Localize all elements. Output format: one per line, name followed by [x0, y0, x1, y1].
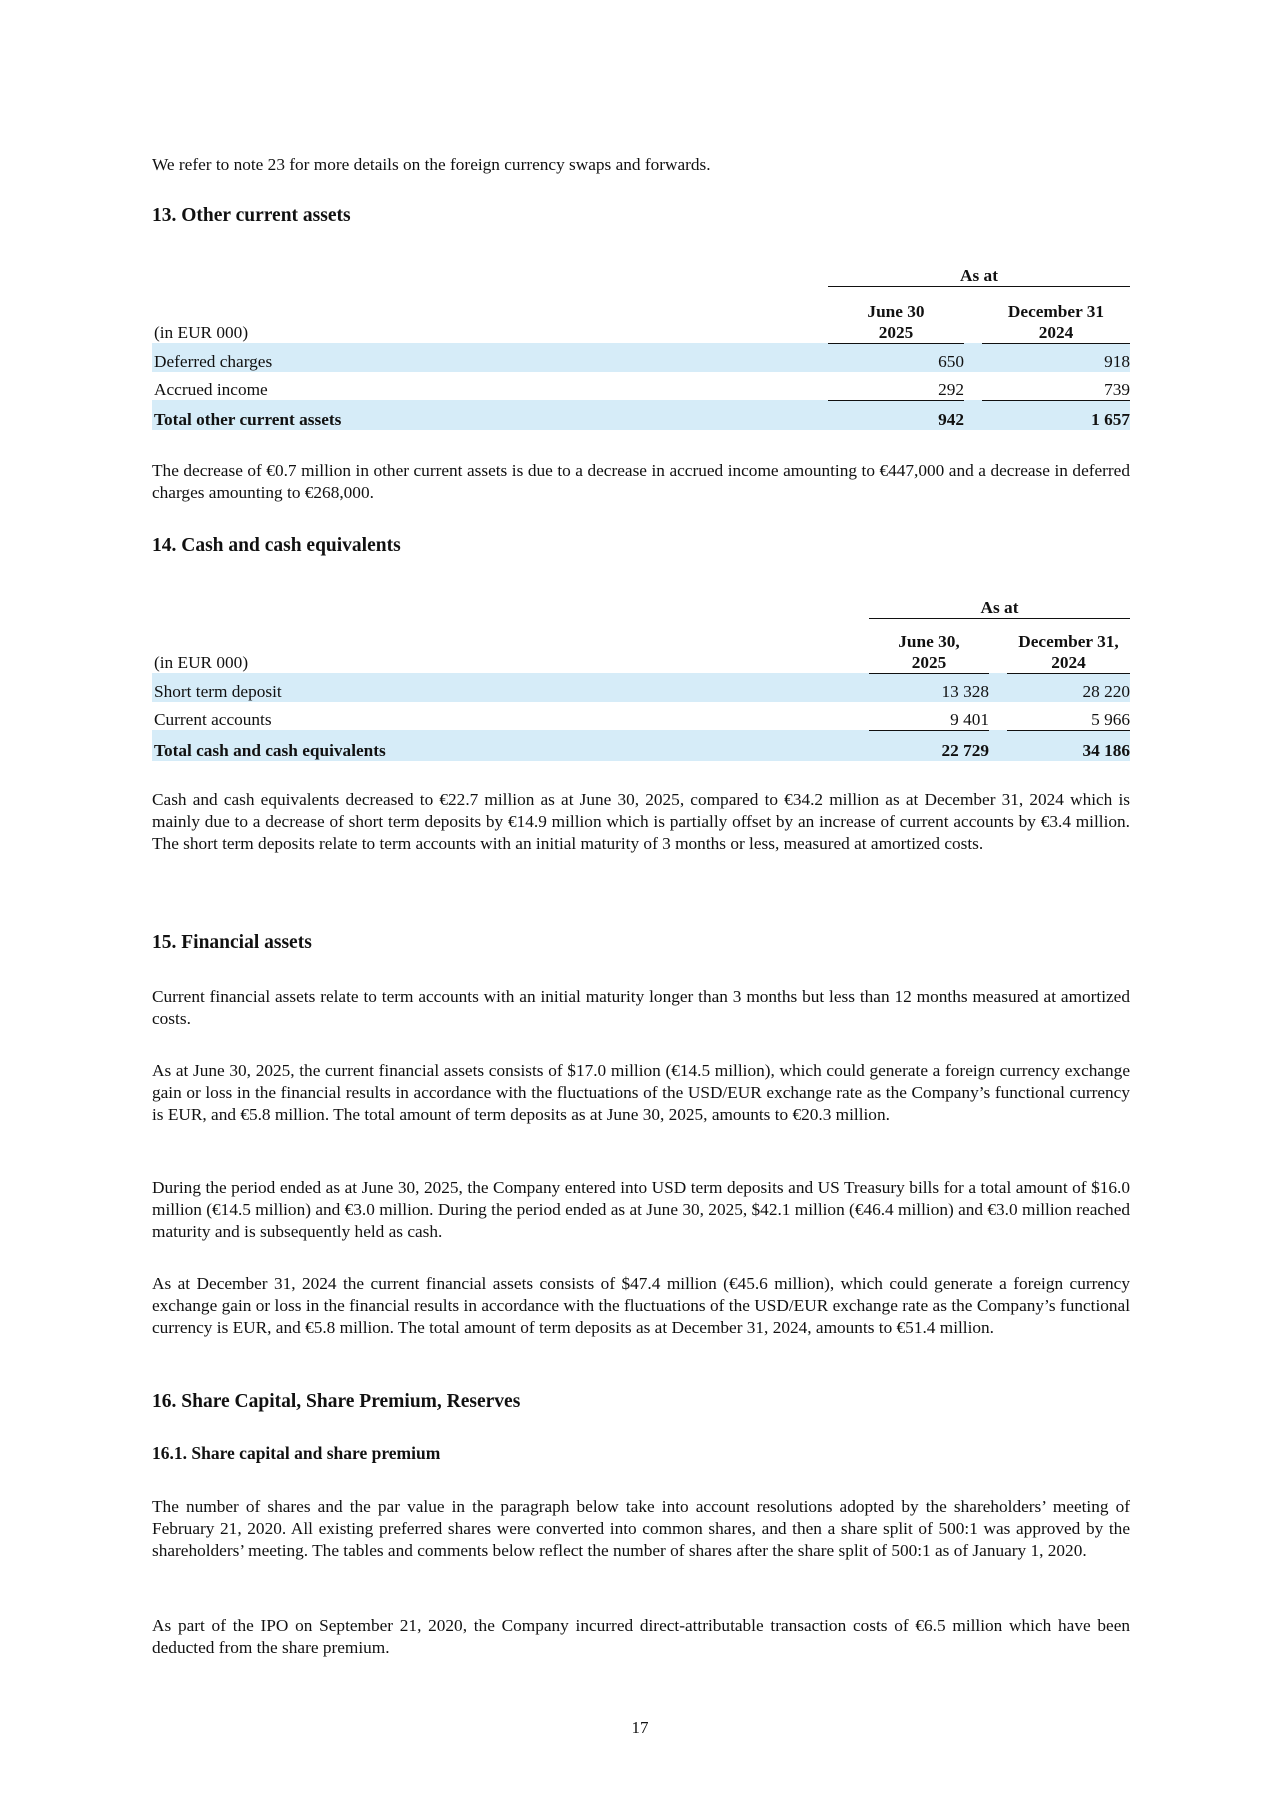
col-december-header: December 31, 2024	[1007, 618, 1130, 673]
table-row: Accrued income 292 739	[152, 372, 1130, 401]
unit-label: (in EUR 000)	[154, 323, 249, 342]
section-13-paragraph: The decrease of €0.7 million in other current assets is due to a decrease in accrued income amounting to €447,000 and a decrease in deferred charges amounting to €268,000.	[152, 461, 1130, 502]
table-row: Short term deposit 13 328 28 220	[152, 673, 1130, 702]
section-15-paragraph-2: As at June 30, 2025, the current financial assets consists of $17.0 million (€14.5 million), which could generate a foreign currency exchange gain or loss in the financial results in accordance with the fluctuations of the USD/EUR exchange rate as the Company’s functional currency is EUR, and €5.8 million. The total amount of term deposits as at June 30, 2025, amounts to €20.3 million.	[152, 1061, 1130, 1124]
section-15-paragraph-3: During the period ended as at June 30, 2025, the Company entered into USD term deposits and US Treasury bills for a total amount of $16.0 million (€14.5 million) and €3.0 million. During the period ended as at June 30, 2025, $42.1 million (€46.4 million) and €3.0 million reached maturity and is subsequently held as cash.	[152, 1178, 1130, 1241]
unit-label: (in EUR 000)	[154, 653, 249, 672]
col-june-header: June 30, 2025	[869, 618, 989, 673]
page-number: 17	[631, 1718, 649, 1737]
section-16-1-heading: 16.1. Share capital and share premium	[152, 1443, 441, 1463]
cash-equivalents-table	[152, 590, 1130, 761]
section-14-paragraph: Cash and cash equivalents decreased to €22.7 million as at June 30, 2025, compared to €34.2 million as at December 31, 2024 which is mainly due to a decrease of short term deposits by €14.9 million which is partially offset by an increase of current accounts by €3.4 million. The short term deposits relate to term accounts with an initial maturity of 3 months or less, measured at amortized costs.	[152, 790, 1130, 853]
col-december-header: December 31 2024	[982, 286, 1130, 343]
section-16-paragraph-2: As part of the IPO on September 21, 2020, the Company incurred direct-attributable transaction costs of €6.5 million which have been deducted from the share premium.	[152, 1616, 1130, 1657]
col-june-header: June 30 2025	[828, 286, 964, 343]
intro-text: We refer to note 23 for more details on the foreign currency swaps and forwards.	[152, 155, 711, 174]
other-current-assets-table	[152, 258, 1130, 430]
as-at-header: As at	[828, 258, 1130, 286]
section-15-heading: 15. Financial assets	[152, 932, 312, 953]
section-15-paragraph-1: Current financial assets relate to term accounts with an initial maturity longer than 3 months but less than 12 months measured at amortized costs.	[152, 987, 1130, 1028]
section-16-paragraph-1: The number of shares and the par value in the paragraph below take into account resolutions adopted by the shareholders’ meeting of February 21, 2020. All existing preferred shares were converted into common shares, and then a share split of 500:1 was approved by the shareholders’ meeting. The tables and comments below reflect the number of shares after the share split of 500:1 as of January 1, 2020.	[152, 1497, 1130, 1560]
section-16-heading: 16. Share Capital, Share Premium, Reserves	[152, 1391, 521, 1412]
section-14-heading: 14. Cash and cash equivalents	[152, 535, 401, 556]
section-15-paragraph-4: As at December 31, 2024 the current financial assets consists of $47.4 million (€45.6 million), which could generate a foreign currency exchange gain or loss in the financial results in accordance with the fluctuations of the USD/EUR exchange rate as the Company’s functional currency is EUR, and €5.8 million. The total amount of term deposits as at December 31, 2024, amounts to €51.4 million.	[152, 1274, 1130, 1337]
table-total-row: Total cash and cash equivalents 22 729 34 186	[152, 730, 1130, 761]
table-total-row: Total other current assets 942 1 657	[152, 400, 1130, 430]
table-row: Current accounts 9 401 5 966	[152, 702, 1130, 731]
table-row: Deferred charges 650 918	[152, 343, 1130, 372]
as-at-header: As at	[869, 590, 1130, 618]
section-13-heading: 13. Other current assets	[152, 205, 351, 226]
